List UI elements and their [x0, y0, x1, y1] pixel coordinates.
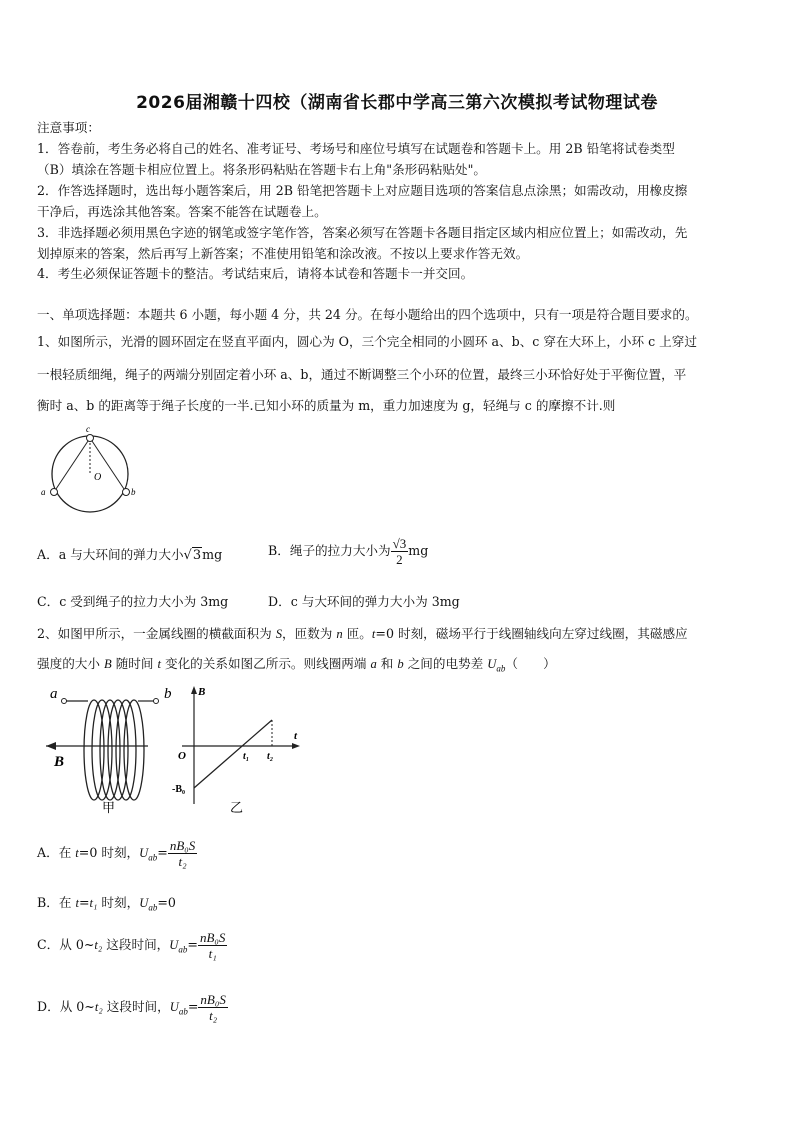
graph-label-t2: t₂ [267, 751, 274, 762]
label-o: O [94, 472, 102, 483]
graph-label-t: t [294, 730, 298, 742]
rope-left [54, 438, 90, 492]
graph-label-o: O [178, 750, 186, 762]
graph-label-b: B [198, 686, 206, 698]
sqrt-symbol: √3 [183, 548, 202, 563]
ring-a [51, 489, 58, 496]
t-axis-arrow-icon [292, 743, 300, 749]
field-arrow-icon [46, 742, 56, 750]
q1-stem-line-2: 一根轻质细绳，绳子的两端分别固定着小环 a、b，通过不断调整三个小环的位置，最终三小环恰好处于平衡位置，平 [37, 367, 687, 382]
fraction: $\frac{√3}{2}$ [392, 536, 407, 567]
q2-option-c: C．从 0~t₂ 这段时间，$U_{ab}=$ $\frac{\text{nB₀S}}{\text{t₁}}$ [37, 930, 226, 961]
coil-figure [42, 684, 172, 814]
q1-option-a: A．a 与大环间的弹力大小√3mg [37, 547, 223, 563]
figure-caption-yi: 乙 [230, 800, 244, 814]
q1-option-b: B．绳子的拉力大小为 $\frac{√3}{2}$ mg [268, 536, 429, 567]
q2-stem-line-2: 强度的大小 B 随时间 t 变化的关系如图乙所示。则线圈两端 a 和 b 之间的电势差 $U_{ab}$（ ） [37, 656, 556, 674]
notice-line-1: 1．答卷前，考生务必将自己的姓名、准考证号、考场号和座位号填写在试题卷和答题卡上。用 2B 铅笔将试卷类型 [37, 141, 675, 156]
section-heading: 一、单项选择题：本题共 6 小题，每小题 4 分，共 24 分。在每小题给出的四个选项中，只有一项是符合题目要求的。 [37, 307, 698, 322]
figure-caption-jia: 甲 [102, 800, 116, 814]
notice-line-3: 2．作答选择题时，选出每小题答案后，用 2B 铅笔把答题卡上对应题目选项的答案信息点涂黑；如需改动，用橡皮擦 [37, 183, 688, 198]
label-c: c [86, 424, 90, 434]
fraction: $\frac{\text{nB₀S}}{\text{t₁}}$ [199, 930, 226, 961]
notice-line-4: 干净后，再选涂其他答案。答案不能答在试题卷上。 [37, 204, 327, 219]
q2-option-b: B．在 t=t₁ 时刻，$U_{ab}=0$ [37, 895, 176, 913]
q1-ring-figure [38, 424, 138, 516]
q2-option-d: D．从 0~t₂ 这段时间，$U_{ab}=$ $\frac{\text{nB₀S}}{\text{t₂}}$ [37, 992, 226, 1023]
label-a: a [50, 686, 58, 702]
coil-turns [84, 700, 144, 800]
q1-option-d: D．c 与大环间的弹力大小为 3mg [268, 594, 460, 609]
fraction: $\frac{\text{nB₀S}}{\text{t₂}}$ [169, 838, 196, 869]
notice-line-2: （B）填涂在答题卡相应位置上。将条形码粘贴在答题卡右上角"条形码粘贴处"。 [37, 162, 487, 177]
notice-line-5: 3．非选择题必须用黑色字迹的钢笔或签字笔作答，答案必须写在答题卡各题目指定区域内相应位置上；如需改动，先 [37, 225, 688, 240]
notice-line-7: 4．考生必须保证答题卡的整洁。考试结束后，请将本试卷和答题卡一并交回。 [37, 266, 474, 281]
b-t-graph [168, 684, 306, 814]
graph-label-t1: t₁ [243, 751, 250, 762]
b-t-line [194, 720, 272, 788]
label-a: a [41, 487, 46, 497]
label-field-b: B [54, 754, 65, 770]
page-title: 2026届湘赣十四校（湖南省长郡中学高三第六次模拟考试物理试卷 [136, 93, 658, 113]
ring-c [87, 435, 94, 442]
q1-stem-line-3: 衡时 a、b 的距离等于绳子长度的一半.已知小环的质量为 m，重力加速度为 g，轻绳与 c 的摩擦不计.则 [37, 398, 616, 413]
fraction: $\frac{\text{nB₀S}}{\text{t₂}}$ [200, 992, 226, 1023]
b-axis-arrow-icon [191, 686, 197, 694]
graph-label-neg-b0: -B₀ [172, 784, 185, 795]
q1-stem-line-1: 1、如图所示，光滑的圆环固定在竖直平面内，圆心为 O，三个完全相同的小圆环 a、b、c 穿在大环上，小环 c 上穿过 [37, 334, 697, 349]
notice-line-6: 划掉原来的答案，然后再写上新答案；不准使用铅笔和涂改液。不按以上要求作答无效。 [37, 246, 529, 261]
ring-b [123, 489, 130, 496]
label-b: b [164, 686, 172, 702]
q2-option-a: A．在 t=0 时刻，$U_{ab}=$ $\frac{\text{nB₀S}}{\text{t₂}}$ [37, 838, 196, 869]
label-b: b [131, 487, 136, 497]
rope-right [90, 438, 126, 492]
q1-option-c: C．c 受到绳子的拉力大小为 3mg [37, 594, 229, 609]
q2-stem-line-1: 2、如图甲所示，一金属线圈的横截面积为 S，匝数为 n 匝。t=0 时刻，磁场平行于线圈轴线向左穿过线圈，其磁感应 [37, 626, 688, 641]
notice-heading: 注意事项： [37, 120, 100, 135]
